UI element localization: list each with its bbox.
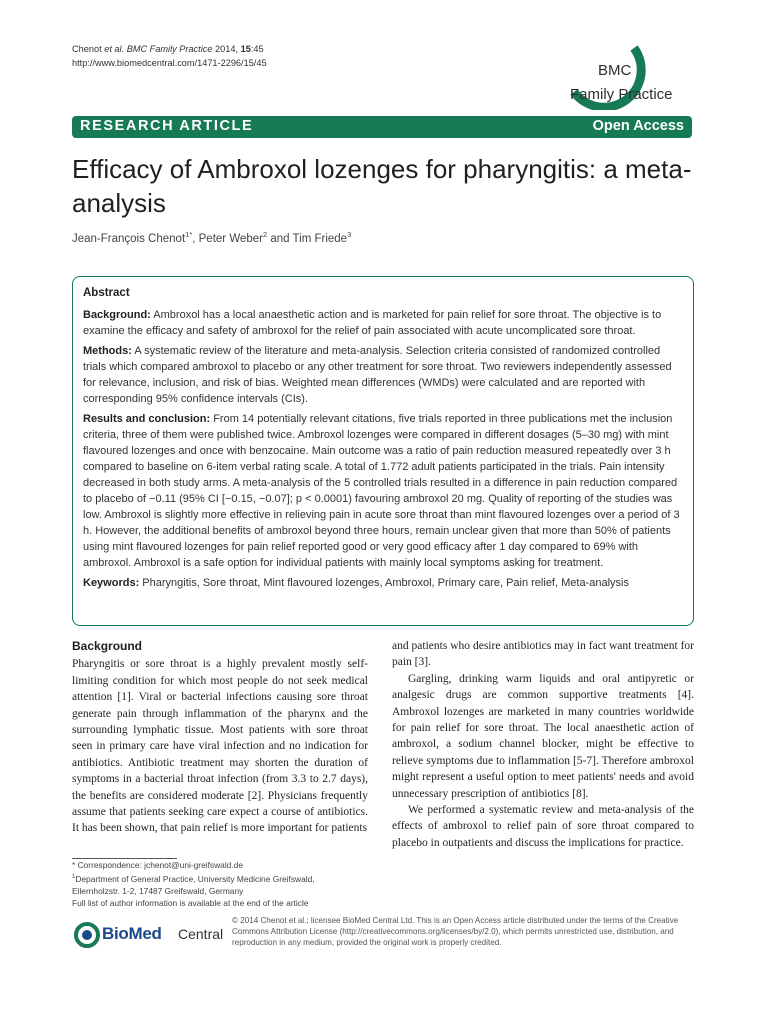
abstract-background: Background: Ambroxol has a local anaesthetic action and is marketed for pain relief for sore throat. The objective is to examine the efficacy and safety of ambroxol for the relief of pain associated with acute uncomplicated sore throat.	[83, 309, 662, 337]
body-paragraph: Gargling, drinking warm liquids and oral antipyretic or analgesic drugs are common supportive treatments [4]. Ambroxol lozenges are marketed in many countries worldwide for pain relief for sore throat. The local anaesthetic action of ambroxol, a sodium channel blocker, might be effective to relieve symptoms due to inflammation [5-7]. Therefore ambroxol might represent a useful option to meet patients' needs and avoid unnecessary prescription of antibiotics [8].	[392, 672, 694, 800]
body-right-column	[392, 638, 694, 851]
author-affil: 3	[347, 230, 352, 239]
abstract-results: Results and conclusion: From 14 potentially relevant citations, five trials reported in three publications met the inclusion criteria, three of them were published twice. Ambroxol lozenges were compared in different dosages (5–30 mg) with mint flavoured lozenges and once with benzocaine. Main outcome was a ratio of pain reduction measured repeatedly over 3 h compared to baseline on 6-item verbal rating scale. A total of 1.772 adult patients participated in the trials. Pain intensity decreased in both study arms. A meta-analysis of the 5 controlled trials resulted in a difference in pain reduction compared to placebo of −0.11 (95% CI [−0.15, −0.07]; p < 0.0001) favouring ambroxol 20 mg. Quality of reporting of the studies was low. Ambroxol is slightly more effective in relieving pain in acute sore throat than mint flavoured lozenges over a period of 3 h. However, the additional benefits of ambroxol beyond three hours, remain unclear given that more than 50% of patients using mint flavoured lozenges for pain relief reported good or very good efficacy after 1 day compared to 69% with ambroxol. Ambroxol is a safe option for individual patients with mainly local symptoms asking for treatment.	[83, 413, 680, 569]
biomed-central-logo	[72, 917, 222, 953]
body-paragraph: We performed a systematic review and meta-analysis of the effects of ambroxol to relief pain of sore throat compared to placebo in outpatients and discuss the implications for practice.	[392, 804, 694, 849]
abstract-box	[72, 276, 694, 626]
open-access-label: Open Access	[592, 118, 684, 134]
central-text: Central	[178, 926, 224, 942]
citation-header	[72, 42, 267, 70]
author-list: Jean-François Chenot$^{1*}$, Peter Weber$^2$ and Tim Friede$^3$	[72, 230, 352, 245]
article-type-banner	[72, 116, 692, 138]
logo-journal-name: Family Practice	[570, 86, 673, 103]
footnotes	[72, 859, 315, 909]
affiliation-address: Ellernholzstr. 1-2, 17487 Greifswald, Germany	[72, 885, 244, 896]
body-left-column	[72, 638, 368, 837]
correspondence-email[interactable]: * Correspondence: jchenot@uni-greifswald.de	[72, 860, 243, 870]
article-url[interactable]: http://www.biomedcentral.com/1471-2296/15/45	[72, 58, 267, 68]
full-author-info-note: Full list of author information is available at the end of the article	[72, 897, 309, 908]
abstract-methods: Methods: A systematic review of the literature and meta-analysis. Selection criteria consisted of randomized controlled trials which compared ambroxol to placebo or any other treatment for sore throat. Two reviewers independently assessed for relevance, inclusion, and risk of bias. Weighted mean differences (WMDs) were calculated and are reported with corresponding 95% confidence intervals (CIs).	[83, 345, 672, 405]
biomed-text: BioMed	[102, 924, 162, 943]
logo-bmc-text: BMC	[598, 62, 632, 79]
abstract-keywords: Keywords: Pharyngitis, Sore throat, Mint flavoured lozenges, Ambroxol, Primary care, Pain relief, Meta-analysis	[83, 577, 629, 589]
citation-volume: 15	[240, 44, 251, 54]
research-article-label: RESEARCH ARTICLE	[80, 118, 254, 134]
citation-year: 2014,	[215, 44, 239, 54]
body-paragraph: and patients who desire antibiotics may in fact want treatment for pain [3].	[392, 640, 694, 669]
article-title: Efficacy of Ambroxol lozenges for pharyngitis: a meta-analysis	[72, 154, 692, 218]
citation-journal: BMC Family Practice	[126, 44, 213, 54]
citation-et-al: et al.	[104, 44, 125, 54]
background-heading: Background	[72, 639, 143, 653]
body-paragraph: Pharyngitis or sore throat is a highly prevalent mostly self-limiting condition for which most people do not seek medical attention [1]. Viral or bacterial infections causing sore throat generate pain through inflammation of the pharynx and the surrounding lymphatic tissue. Most patients with sore throat seen in primary care have viral infection and no indication for antibiotics. Antibiotic treatment may shorten the duration of symptoms in a bacterial throat infection (from 3.3 to 2.7 days), the benefits are considered moderate [2]. Physicians frequently assume that patients seeking care expect a course of antibiotics. It has been shown, that pain relief is more important for patients	[72, 658, 368, 835]
biomed-ring-icon	[72, 917, 102, 953]
author-name[interactable]: Peter Weber	[198, 232, 263, 245]
abstract-heading: Abstract	[83, 287, 130, 299]
license-statement: © 2014 Chenot et al.; licensee BioMed Central Ltd. This is an Open Access article distributed under the terms of the Creative Commons Attribution License (http://creativecommons.org/licenses/by/2.0), which permits unrestricted use, distribution, and reproduction in any medium, provided the original work is properly credited.	[232, 916, 679, 947]
author-affil: 2	[263, 230, 268, 239]
journal-logo	[556, 40, 696, 110]
author-name[interactable]: Jean-François Chenot	[72, 232, 186, 245]
author-name[interactable]: Tim Friede	[292, 232, 348, 245]
citation-article: :45	[250, 44, 264, 54]
citation-authors: Chenot	[72, 44, 102, 54]
author-affil: 1*	[185, 230, 193, 239]
affiliation-line: $^1$Department of General Practice, University Medicine Greifswald,	[72, 873, 315, 884]
